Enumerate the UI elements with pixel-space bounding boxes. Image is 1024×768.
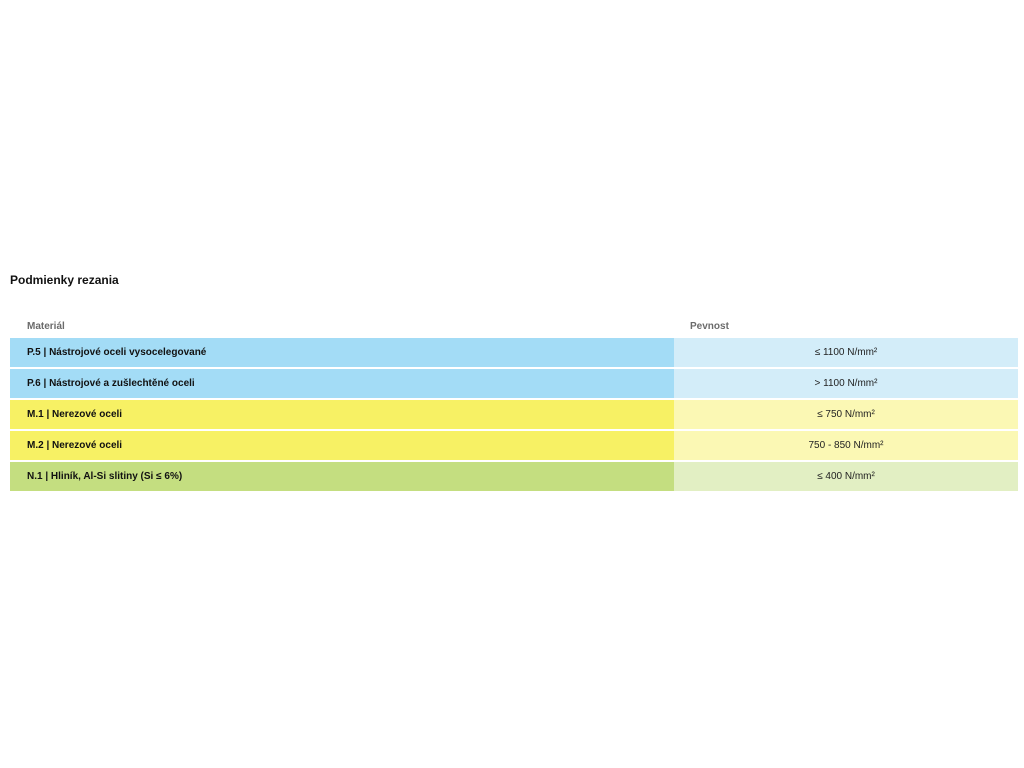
strength-cell: ≤ 1100 N/mm² <box>674 338 1018 367</box>
cutting-conditions-table <box>10 314 1018 491</box>
material-cell: P.6 | Nástrojové a zušlechtěné oceli <box>10 369 674 398</box>
table-row <box>10 431 1018 460</box>
strength-cell: 750 - 850 N/mm² <box>674 431 1018 460</box>
section-title: Podmienky rezania <box>10 273 119 287</box>
material-cell: N.1 | Hliník, Al-Si slitiny (Si ≤ 6%) <box>10 462 674 491</box>
table-row <box>10 400 1018 429</box>
material-cell: M.2 | Nerezové oceli <box>10 431 674 460</box>
table-row <box>10 462 1018 491</box>
strength-cell: ≤ 750 N/mm² <box>674 400 1018 429</box>
header-strength: Pevnost <box>690 320 729 332</box>
table-row <box>10 338 1018 367</box>
header-material: Materiál <box>27 320 65 332</box>
cutting-conditions-section <box>10 272 1018 491</box>
table-header <box>10 314 1018 338</box>
table-body <box>10 338 1018 491</box>
table-row <box>10 369 1018 398</box>
material-cell: M.1 | Nerezové oceli <box>10 400 674 429</box>
strength-cell: ≤ 400 N/mm² <box>674 462 1018 491</box>
strength-cell: > 1100 N/mm² <box>674 369 1018 398</box>
material-cell: P.5 | Nástrojové oceli vysocelegované <box>10 338 674 367</box>
